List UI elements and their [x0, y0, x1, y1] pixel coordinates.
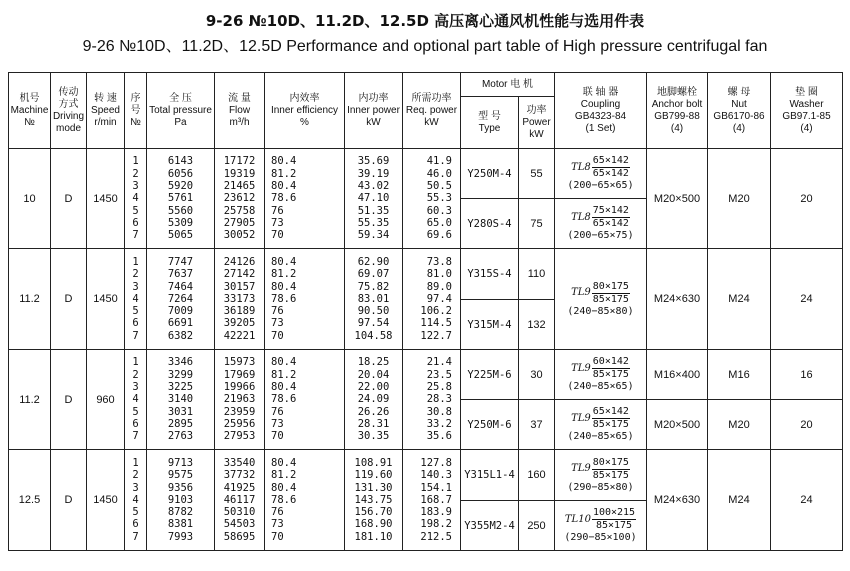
machine-cell: 10 [9, 149, 51, 249]
req-power-cell-value: 81.0 [426, 268, 452, 281]
seq-cell-value: 3 [132, 381, 139, 394]
seq-cell-value: 7 [132, 229, 139, 242]
efficiency-cell-value: 76 [271, 506, 284, 519]
flow-cell [215, 149, 265, 249]
anchor-cell: M20×500 [647, 149, 708, 249]
flow-cell-value: 54503 [223, 518, 256, 531]
washer-cell: 20 [771, 149, 843, 249]
req-power-cell-value: 35.6 [426, 430, 452, 443]
motor-type-cell: Y280S-4 [461, 199, 519, 249]
seq-cell-value: 4 [132, 292, 139, 305]
washer-cell: 24 [771, 450, 843, 551]
motor-power-cell: 160 [519, 450, 555, 501]
pressure-cell-value: 3225 [167, 381, 194, 394]
flow-cell [215, 450, 265, 551]
seq-cell-value: 6 [132, 317, 139, 330]
inner-power-cell-value: 22.00 [357, 381, 390, 394]
header-total-pressure: 全 压 Total pressure Pa [147, 73, 215, 149]
motor-type-cell: Y250M-6 [461, 400, 519, 450]
seq-cell-value: 2 [132, 368, 139, 381]
seq-cell-value: 6 [132, 518, 139, 531]
req-power-cell-value: 212.5 [420, 530, 452, 543]
req-power-cell-value: 168.7 [420, 493, 452, 506]
header-motor-power: 功率 Power kW [519, 97, 555, 149]
coupling-extra: (290−85×100) [564, 532, 637, 543]
flow-cell-value: 42221 [223, 329, 256, 342]
flow-cell-value: 21963 [223, 393, 256, 406]
pressure-cell [147, 450, 215, 551]
inner-power-cell-value: 43.02 [357, 180, 390, 193]
pressure-cell-value: 8782 [167, 506, 194, 519]
coupling-cell [555, 501, 647, 551]
anchor-cell: M16×400 [647, 350, 708, 400]
header-motor-type: 型 号 Type [461, 97, 519, 149]
inner-power-cell [345, 350, 403, 450]
coupling-denominator: 85×175 [592, 293, 629, 305]
seq-cell [125, 350, 147, 450]
req-power-cell-value: 97.4 [426, 292, 452, 305]
flow-cell-value: 27905 [223, 216, 256, 229]
pressure-cell-value: 3140 [167, 393, 194, 406]
pressure-cell-value: 5761 [167, 192, 194, 205]
flow-cell [215, 249, 265, 350]
seq-cell-value: 7 [132, 430, 139, 443]
motor-type-cell: Y315M-4 [461, 300, 519, 350]
req-power-cell-value: 73.8 [426, 255, 452, 268]
efficiency-cell-value: 73 [271, 417, 284, 430]
seq-cell-value: 7 [132, 530, 139, 543]
efficiency-cell-value: 80.4 [271, 381, 297, 394]
seq-cell-value: 6 [132, 216, 139, 229]
efficiency-cell-value: 81.2 [271, 167, 297, 180]
flow-cell-value: 58695 [223, 530, 256, 543]
coupling-denominator: 85×175 [595, 520, 633, 531]
flow-cell-value: 25758 [223, 204, 256, 217]
inner-power-cell-value: 47.10 [357, 192, 390, 205]
inner-power-cell-value: 20.04 [357, 368, 390, 381]
drive-cell: D [51, 149, 87, 249]
inner-power-cell-value: 181.10 [354, 530, 393, 543]
coupling-code: TL9 [571, 287, 591, 298]
req-power-cell [403, 249, 461, 350]
seq-cell-value: 3 [132, 481, 139, 494]
flow-cell-value: 15973 [223, 356, 256, 369]
seq-cell-value: 5 [132, 405, 139, 418]
seq-cell-value: 1 [132, 356, 139, 369]
header-coupling: 联 轴 器 Coupling GB4323-84 (1 Set) [555, 73, 647, 149]
flow-cell-value: 33540 [223, 456, 256, 469]
pressure-cell-value: 6382 [167, 329, 194, 342]
coupling-numerator: 100×215 [592, 507, 636, 518]
seq-cell-value: 3 [132, 180, 139, 193]
motor-type-cell: Y225M-6 [461, 350, 519, 400]
flow-cell-value: 17172 [223, 155, 256, 168]
washer-cell: 24 [771, 249, 843, 350]
efficiency-cell-value: 78.6 [271, 292, 297, 305]
coupling-cell [555, 199, 647, 249]
flow-cell-value: 39205 [223, 317, 256, 330]
inner-power-cell-value: 24.09 [357, 393, 390, 406]
motor-type-cell: Y250M-4 [461, 149, 519, 199]
nut-cell: M20 [708, 400, 771, 450]
inner-power-cell-value: 26.26 [357, 405, 390, 418]
header-washer: 垫 圈 Washer GB97.1-85 (4) [771, 73, 843, 149]
inner-power-cell-value: 143.75 [354, 493, 393, 506]
motor-power-cell: 37 [519, 400, 555, 450]
flow-cell-value: 41925 [223, 481, 256, 494]
req-power-cell-value: 33.2 [426, 417, 452, 430]
inner-power-cell-value: 97.54 [357, 317, 390, 330]
pressure-cell [147, 350, 215, 450]
coupling-denominator: 65×142 [592, 218, 629, 229]
efficiency-cell-value: 80.4 [271, 356, 297, 369]
efficiency-cell-value: 73 [271, 317, 284, 330]
coupling-cell [555, 149, 647, 199]
flow-cell-value: 46117 [223, 493, 256, 506]
pressure-cell-value: 2763 [167, 430, 194, 443]
header-drive: 传动 方式 Driving mode [51, 73, 87, 149]
coupling-cell [555, 249, 647, 350]
seq-cell [125, 249, 147, 350]
pressure-cell-value: 5065 [167, 229, 194, 242]
req-power-cell-value: 50.5 [426, 180, 452, 193]
efficiency-cell-value: 81.2 [271, 268, 297, 281]
pressure-cell-value: 3346 [167, 356, 194, 369]
req-power-cell-value: 65.0 [426, 216, 452, 229]
inner-power-cell-value: 51.35 [357, 204, 390, 217]
pressure-cell-value: 6143 [167, 155, 194, 168]
pressure-cell [147, 249, 215, 350]
pressure-cell-value: 8381 [167, 518, 194, 531]
table-row [9, 450, 843, 501]
inner-power-cell-value: 75.82 [357, 280, 390, 293]
pressure-cell-value: 6056 [167, 167, 194, 180]
pressure-cell-value: 5560 [167, 204, 194, 217]
inner-power-cell-value: 39.19 [357, 167, 390, 180]
nut-cell: M24 [708, 450, 771, 551]
seq-cell-value: 2 [132, 268, 139, 281]
coupling-denominator: 65×142 [592, 168, 629, 179]
req-power-cell-value: 106.2 [420, 305, 452, 318]
header-motor: Motor 电 机 [461, 73, 555, 97]
req-power-cell-value: 198.2 [420, 518, 452, 531]
washer-cell: 16 [771, 350, 843, 400]
flow-cell-value: 17969 [223, 368, 256, 381]
req-power-cell-value: 21.4 [426, 356, 452, 369]
inner-power-cell-value: 59.34 [357, 229, 390, 242]
inner-power-cell-value: 28.31 [357, 417, 390, 430]
machine-cell: 11.2 [9, 249, 51, 350]
machine-cell: 11.2 [9, 350, 51, 450]
efficiency-cell-value: 78.6 [271, 493, 297, 506]
inner-power-cell-value: 104.58 [354, 329, 393, 342]
coupling-code: TL9 [571, 463, 591, 474]
pressure-cell-value: 9356 [167, 481, 194, 494]
efficiency-cell-value: 73 [271, 216, 284, 229]
flow-cell-value: 27953 [223, 430, 256, 443]
efficiency-cell-value: 70 [271, 530, 284, 543]
efficiency-cell-value: 78.6 [271, 192, 297, 205]
req-power-cell-value: 30.8 [426, 405, 452, 418]
efficiency-cell-value: 76 [271, 305, 284, 318]
inner-power-cell [345, 450, 403, 551]
pressure-cell-value: 2895 [167, 417, 194, 430]
seq-cell-value: 4 [132, 493, 139, 506]
inner-power-cell-value: 119.60 [354, 469, 393, 482]
seq-cell-value: 4 [132, 192, 139, 205]
flow-cell-value: 30052 [223, 229, 256, 242]
anchor-cell: M24×630 [647, 249, 708, 350]
efficiency-cell-value: 70 [271, 229, 284, 242]
motor-power-cell: 30 [519, 350, 555, 400]
header-nut: 螺 母 Nut GB6170-86 (4) [708, 73, 771, 149]
req-power-cell-value: 140.3 [420, 469, 452, 482]
drive-cell: D [51, 350, 87, 450]
pressure-cell-value: 9575 [167, 469, 194, 482]
coupling-denominator: 85×175 [592, 469, 629, 481]
efficiency-cell-value: 76 [271, 204, 284, 217]
inner-power-cell-value: 108.91 [354, 456, 393, 469]
req-power-cell-value: 41.9 [426, 155, 452, 168]
coupling-cell [555, 450, 647, 501]
coupling-numerator: 80×175 [592, 280, 629, 292]
inner-power-cell-value: 18.25 [357, 356, 390, 369]
pressure-cell-value: 5309 [167, 216, 194, 229]
req-power-cell-value: 55.3 [426, 192, 452, 205]
flow-cell-value: 50310 [223, 506, 256, 519]
coupling-cell [555, 400, 647, 450]
efficiency-cell-value: 80.4 [271, 255, 297, 268]
coupling-cell [555, 350, 647, 400]
machine-cell: 12.5 [9, 450, 51, 551]
inner-power-cell-value: 90.50 [357, 305, 390, 318]
efficiency-cell-value: 80.4 [271, 155, 297, 168]
req-power-cell-value: 183.9 [420, 506, 452, 519]
motor-power-cell: 110 [519, 249, 555, 300]
coupling-code: TL8 [571, 211, 591, 223]
seq-cell-value: 1 [132, 155, 139, 168]
seq-cell-value: 3 [132, 280, 139, 293]
coupling-extra: (290−85×80) [567, 481, 634, 493]
flow-cell [215, 350, 265, 450]
efficiency-cell-value: 80.4 [271, 180, 297, 193]
req-power-cell-value: 89.0 [426, 280, 452, 293]
pressure-cell-value: 7464 [167, 280, 194, 293]
efficiency-cell [265, 249, 345, 350]
drive-cell: D [51, 450, 87, 551]
inner-power-cell-value: 168.90 [354, 518, 393, 531]
flow-cell-value: 19319 [223, 167, 256, 180]
flow-cell-value: 25956 [223, 417, 256, 430]
seq-cell [125, 149, 147, 249]
req-power-cell-value: 60.3 [426, 204, 452, 217]
efficiency-cell [265, 149, 345, 249]
inner-power-cell [345, 149, 403, 249]
req-power-cell-value: 25.8 [426, 381, 452, 394]
coupling-denominator: 85×175 [592, 419, 629, 430]
flow-cell-value: 33173 [223, 292, 256, 305]
efficiency-cell-value: 80.4 [271, 481, 297, 494]
seq-cell-value: 4 [132, 393, 139, 406]
title-chinese: 9-26 №10D、11.2D、12.5D 高压离心通风机性能与选用件表 [205, 12, 645, 30]
header-speed: 转 速 Speed r/min [87, 73, 125, 149]
motor-type-cell: Y315L1-4 [461, 450, 519, 501]
req-power-cell-value: 122.7 [420, 329, 452, 342]
nut-cell: M24 [708, 249, 771, 350]
speed-cell: 1450 [87, 149, 125, 249]
pressure-cell-value: 7009 [167, 305, 194, 318]
coupling-denominator: 85×175 [592, 369, 629, 380]
speed-cell: 1450 [87, 450, 125, 551]
coupling-numerator: 65×142 [592, 155, 629, 166]
inner-power-cell-value: 156.70 [354, 506, 393, 519]
pressure-cell-value: 7264 [167, 292, 194, 305]
req-power-cell-value: 154.1 [420, 481, 452, 494]
efficiency-cell-value: 78.6 [271, 393, 297, 406]
efficiency-cell-value: 81.2 [271, 469, 297, 482]
motor-power-cell: 250 [519, 501, 555, 551]
nut-cell: M20 [708, 149, 771, 249]
inner-power-cell-value: 62.90 [357, 255, 390, 268]
coupling-extra: (240−85×65) [567, 431, 634, 442]
drive-cell: D [51, 249, 87, 350]
header-seq: 序 号 № [125, 73, 147, 149]
coupling-code: TL9 [571, 412, 591, 424]
motor-power-cell: 132 [519, 300, 555, 350]
nut-cell: M16 [708, 350, 771, 400]
efficiency-cell-value: 70 [271, 430, 284, 443]
performance-table [8, 72, 843, 551]
inner-power-cell-value: 35.69 [357, 155, 390, 168]
motor-type-cell: Y315S-4 [461, 249, 519, 300]
efficiency-cell-value: 70 [271, 329, 284, 342]
title-english: 9-26 №10D、11.2D、12.5D Performance and optional part table of High pressure centrifugal fan [82, 38, 768, 55]
seq-cell-value: 5 [132, 204, 139, 217]
coupling-code: TL8 [571, 161, 591, 173]
pressure-cell-value: 9103 [167, 493, 194, 506]
pressure-cell [147, 149, 215, 249]
efficiency-cell-value: 81.2 [271, 368, 297, 381]
req-power-cell-value: 28.3 [426, 393, 452, 406]
coupling-extra: (240−85×80) [567, 305, 634, 317]
seq-cell-value: 1 [132, 255, 139, 268]
seq-cell [125, 450, 147, 551]
efficiency-cell-value: 80.4 [271, 280, 297, 293]
flow-cell-value: 37732 [223, 469, 256, 482]
washer-cell: 20 [771, 400, 843, 450]
flow-cell-value: 23612 [223, 192, 256, 205]
efficiency-cell [265, 450, 345, 551]
coupling-numerator: 65×142 [592, 406, 629, 417]
pressure-cell-value: 6691 [167, 317, 194, 330]
efficiency-cell [265, 350, 345, 450]
seq-cell-value: 1 [132, 456, 139, 469]
anchor-cell: M24×630 [647, 450, 708, 551]
inner-power-cell-value: 55.35 [357, 216, 390, 229]
req-power-cell-value: 69.6 [426, 229, 452, 242]
table-body [9, 149, 843, 551]
seq-cell-value: 6 [132, 417, 139, 430]
inner-power-cell-value: 83.01 [357, 292, 390, 305]
req-power-cell-value: 114.5 [420, 317, 452, 330]
table-row [9, 249, 843, 300]
pressure-cell-value: 7637 [167, 268, 194, 281]
req-power-cell [403, 450, 461, 551]
efficiency-cell-value: 80.4 [271, 456, 297, 469]
inner-power-cell-value: 30.35 [357, 430, 390, 443]
req-power-cell-value: 23.5 [426, 368, 452, 381]
flow-cell-value: 19966 [223, 381, 256, 394]
header-inner-power: 内功率 Inner power kW [345, 73, 403, 149]
pressure-cell-value: 5920 [167, 180, 194, 193]
coupling-numerator: 60×142 [592, 356, 629, 367]
coupling-code: TL9 [571, 362, 591, 374]
seq-cell-value: 2 [132, 469, 139, 482]
flow-cell-value: 24126 [223, 255, 256, 268]
coupling-numerator: 75×142 [592, 205, 629, 216]
motor-power-cell: 55 [519, 149, 555, 199]
pressure-cell-value: 3299 [167, 368, 194, 381]
header-inner-efficiency: 内效率 Inner efficiency % [265, 73, 345, 149]
coupling-extra: (240−85×65) [567, 381, 634, 392]
flow-cell-value: 21465 [223, 180, 256, 193]
inner-power-cell-value: 131.30 [354, 481, 393, 494]
table-row [9, 149, 843, 199]
seq-cell-value: 2 [132, 167, 139, 180]
flow-cell-value: 36189 [223, 305, 256, 318]
speed-cell: 960 [87, 350, 125, 450]
header-machine: 机号 Machine № [9, 73, 51, 149]
coupling-numerator: 80×175 [592, 456, 629, 468]
motor-power-cell: 75 [519, 199, 555, 249]
req-power-cell [403, 149, 461, 249]
header-req-power: 所需功率 Req. power kW [403, 73, 461, 149]
coupling-extra: (200−65×65) [567, 180, 634, 191]
anchor-cell: M20×500 [647, 400, 708, 450]
req-power-cell-value: 46.0 [426, 167, 452, 180]
req-power-cell [403, 350, 461, 450]
inner-power-cell [345, 249, 403, 350]
speed-cell: 1450 [87, 249, 125, 350]
efficiency-cell-value: 73 [271, 518, 284, 531]
seq-cell-value: 5 [132, 506, 139, 519]
coupling-code: TL10 [564, 513, 591, 525]
efficiency-cell-value: 76 [271, 405, 284, 418]
req-power-cell-value: 127.8 [420, 456, 452, 469]
header-flow: 流 量 Flow m³/h [215, 73, 265, 149]
flow-cell-value: 27142 [223, 268, 256, 281]
pressure-cell-value: 7747 [167, 255, 194, 268]
flow-cell-value: 23959 [223, 405, 256, 418]
motor-type-cell: Y355M2-4 [461, 501, 519, 551]
inner-power-cell-value: 69.07 [357, 268, 390, 281]
pressure-cell-value: 3031 [167, 405, 194, 418]
table-row [9, 350, 843, 400]
seq-cell-value: 5 [132, 305, 139, 318]
header-anchor-bolt: 地脚螺栓 Anchor bolt GB799-88 (4) [647, 73, 708, 149]
coupling-extra: (200−65×75) [567, 230, 634, 241]
pressure-cell-value: 9713 [167, 456, 194, 469]
seq-cell-value: 7 [132, 329, 139, 342]
flow-cell-value: 30157 [223, 280, 256, 293]
pressure-cell-value: 7993 [167, 530, 194, 543]
